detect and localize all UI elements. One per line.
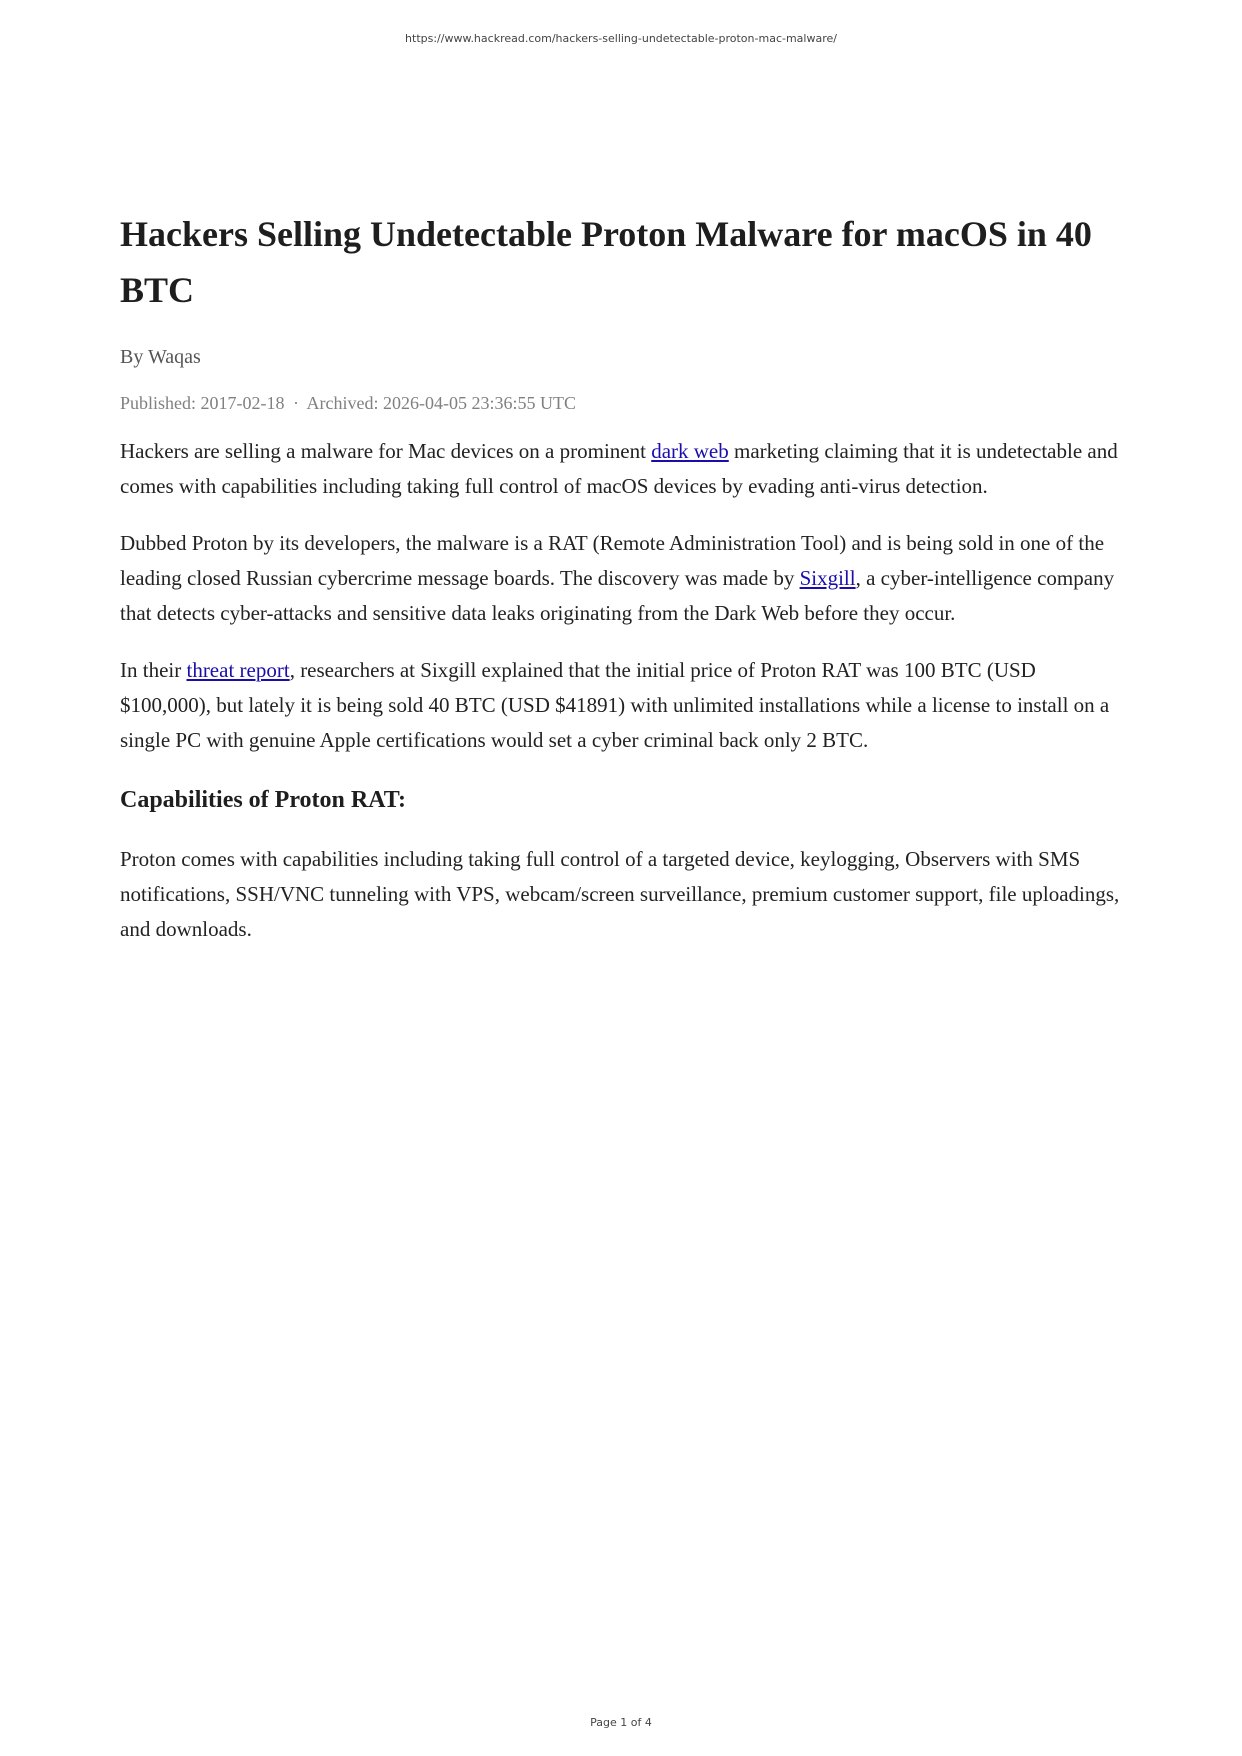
section-heading: Capabilities of Proton RAT: xyxy=(120,787,406,813)
article-title: Hackers Selling Undetectable Proton Malware for macOS in 40 BTC xyxy=(120,214,1092,310)
paragraph-1 xyxy=(120,434,1130,504)
paragraph-3-text-a: In their xyxy=(120,658,187,682)
paragraph-1-text-a: Hackers are selling a malware for Mac devices on a prominent xyxy=(120,439,652,463)
article xyxy=(120,206,1130,947)
paragraph-1-text-b: marketing claiming that it is undetectable and comes with capabilities including taking full control of macOS devices by evading anti-virus detection. xyxy=(120,439,1118,498)
dark-web-link[interactable]: dark web xyxy=(651,439,729,463)
page-url: https://www.hackread.com/hackers-selling-undetectable-proton-mac-malware/ xyxy=(405,32,837,45)
paragraph-3-text-b: , researchers at Sixgill explained that the initial price of Proton RAT was 100 BTC (USD $100,000), but lately it is being sold 40 BTC (USD $41891) with unlimited installations while a license to install on a single PC with genuine Apple certifications would set a cyber criminal back only 2 BTC. xyxy=(120,658,1110,752)
archived-date: Archived: 2026-04-05 23:36:55 UTC xyxy=(306,393,576,413)
sixgill-link[interactable]: Sixgill xyxy=(799,566,856,590)
published-date: Published: 2017-02-18 xyxy=(120,393,285,413)
paragraph-2-text-b: , a cyber-intelligence company that detects cyber-attacks and sensitive data leaks originating from the Dark Web before they occur. xyxy=(120,566,1115,625)
paragraph-4: Proton comes with capabilities including taking full control of a targeted device, keylogging, Observers with SMS notifications, SSH/VNC tunneling with VPS, webcam/screen surveillance, premium customer support, file uploadings, and downloads. xyxy=(120,847,1120,941)
meta-separator: · xyxy=(293,393,299,413)
paragraph-3 xyxy=(120,653,1130,758)
threat-report-link[interactable]: threat report xyxy=(186,658,290,682)
page-number: Page 1 of 4 xyxy=(590,1716,652,1729)
paragraph-2-text-a: Dubbed Proton by its developers, the malware is a RAT (Remote Administration Tool) and is being sold in one of the leading closed Russian cybercrime message boards. The discovery was made by xyxy=(120,531,1105,590)
article-byline: By Waqas xyxy=(120,346,201,368)
paragraph-2 xyxy=(120,526,1130,631)
article-meta xyxy=(120,393,1130,414)
